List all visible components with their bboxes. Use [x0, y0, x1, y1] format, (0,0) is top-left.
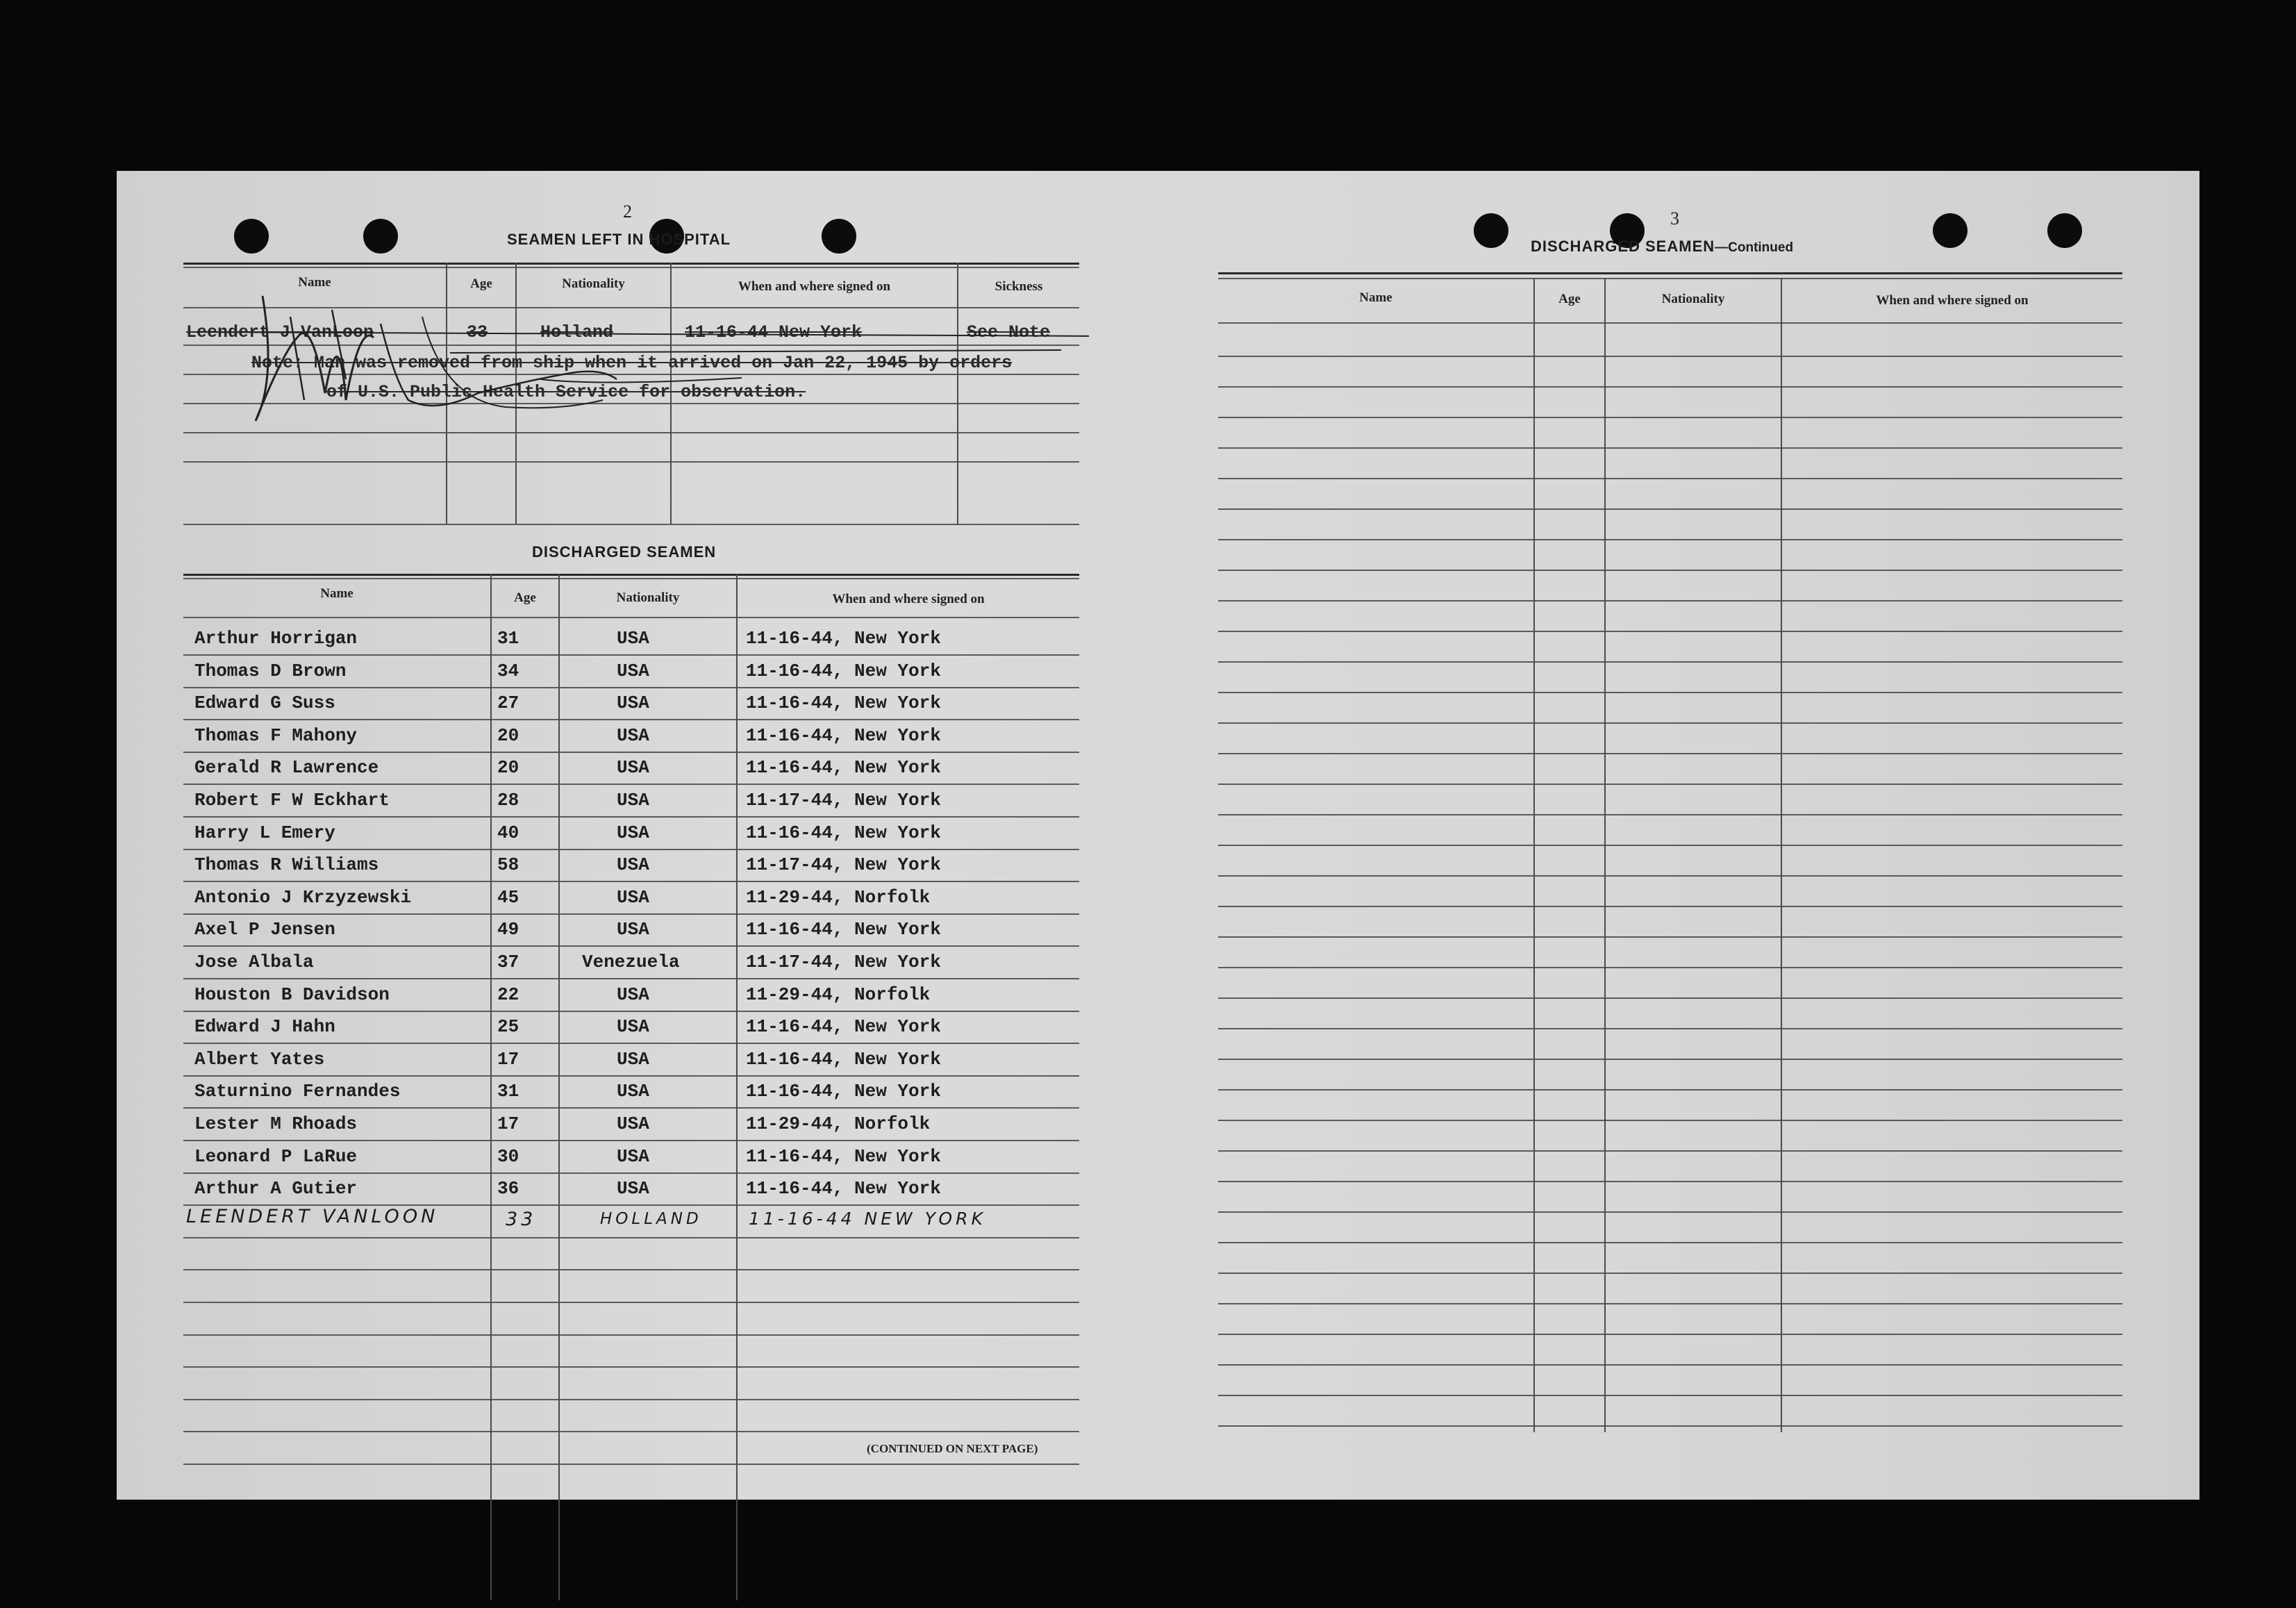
- punch-hole: [2047, 213, 2082, 248]
- discharged-cell-nationality: USA: [617, 854, 649, 876]
- hospital-header-rule: [183, 307, 1079, 308]
- right-blank-rule: [1218, 1028, 2122, 1029]
- discharged-cell-age: 28: [497, 790, 519, 811]
- discharged-cell-name: Harry L Emery: [194, 822, 335, 843]
- handwritten-row-signed-on: 11-16-44 NEW YORK: [749, 1209, 986, 1229]
- right-blank-rule: [1218, 478, 2122, 479]
- discharged-cell-signed-on: 11-16-44, New York: [746, 1081, 941, 1102]
- right-section-title: [1531, 238, 1793, 256]
- punch-hole: [234, 219, 269, 254]
- right-blank-rule: [1218, 570, 2122, 571]
- right-blank-rule: [1218, 692, 2122, 693]
- discharged-cell-signed-on: 11-17-44, New York: [746, 952, 941, 972]
- hospital-row-rule: [183, 374, 1079, 375]
- discharged-cell-nationality: USA: [617, 1081, 649, 1102]
- discharged-cell-signed-on: 11-29-44, Norfolk: [746, 984, 931, 1005]
- hospital-row-nationality: Holland: [540, 322, 614, 342]
- discharged-cell-name: Edward G Suss: [194, 693, 335, 714]
- discharged-cell-nationality: USA: [617, 693, 649, 714]
- discharged-row-rule: [183, 849, 1079, 850]
- right-blank-rule: [1218, 1364, 2122, 1366]
- discharged-cell-age: 34: [497, 660, 519, 681]
- document-paper: [117, 171, 2199, 1500]
- discharged-row-rule: [183, 687, 1079, 688]
- discharged-cell-age: 37: [497, 952, 519, 972]
- discharged-blank-rule: [183, 1334, 1079, 1336]
- discharged-cell-age: 40: [497, 822, 519, 843]
- discharged-cell-name: Arthur A Gutier: [194, 1178, 358, 1200]
- discharged-cell-age: 31: [497, 1081, 519, 1102]
- discharged-cell-nationality: USA: [617, 822, 649, 843]
- discharged-blank-rule: [183, 1237, 1079, 1238]
- discharged-cell-age: 30: [497, 1145, 519, 1167]
- discharged-cell-age: 20: [497, 724, 519, 746]
- right-blank-rule: [1218, 386, 2122, 388]
- discharged-cell-signed-on: 11-16-44, New York: [746, 1048, 941, 1070]
- discharged-cell-name: Thomas F Mahony: [194, 724, 358, 746]
- right-header-rule: [1218, 322, 2122, 324]
- discharged-cell-name: Albert Yates: [194, 1048, 325, 1070]
- right-blank-rule: [1218, 936, 2122, 938]
- right-blank-rule: [1218, 1273, 2122, 1274]
- discharged-cell-signed-on: 11-16-44, New York: [746, 1016, 941, 1038]
- discharged-col-divider: [558, 574, 560, 1600]
- hospital-table-top-rule: [183, 263, 1079, 265]
- discharged-col-divider: [490, 574, 492, 1600]
- punch-hole: [822, 219, 856, 254]
- right-col-divider: [1533, 278, 1535, 1432]
- discharged-cell-name: Houston B Davidson: [194, 984, 390, 1005]
- discharged-col-divider: [736, 574, 738, 1600]
- discharged-cell-age: 36: [497, 1178, 519, 1200]
- discharged-row-rule: [183, 1011, 1079, 1012]
- hospital-row-rule: [183, 461, 1079, 463]
- discharged-row-rule: [183, 978, 1079, 979]
- discharged-cell-age: 58: [497, 854, 519, 876]
- punch-hole: [1933, 213, 1968, 248]
- hospital-row-age: 33: [467, 322, 488, 342]
- discharged-cell-name: Jose Albala: [194, 952, 314, 972]
- hospital-row-rule: [183, 345, 1079, 346]
- punch-hole: [363, 219, 398, 254]
- right-blank-rule: [1218, 417, 2122, 418]
- discharged-header-rule: [183, 617, 1079, 618]
- cancellation-scribble: [117, 171, 1089, 463]
- discharged-cell-signed-on: 11-16-44, New York: [746, 1145, 941, 1167]
- right-title-suffix: —Continued: [1715, 240, 1794, 255]
- right-col-divider: [1781, 278, 1782, 1432]
- hospital-note-line-1: Note: Man was removed from ship when it arrived on Jan 22, 1945 by orders: [251, 353, 1013, 373]
- hospital-row-rule: [183, 432, 1079, 433]
- discharged-header-name: Name: [320, 586, 353, 601]
- discharged-cell-nationality: USA: [617, 1145, 649, 1167]
- hospital-section-title: SEAMEN LEFT IN HOSPITAL: [507, 231, 731, 248]
- right-header-name: Name: [1359, 290, 1392, 305]
- hospital-table-top-rule-2: [183, 267, 1079, 268]
- discharged-cell-nationality: USA: [617, 790, 649, 811]
- discharged-cell-name: Antonio J Krzyzewski: [194, 886, 412, 908]
- hospital-row-rule: [183, 403, 1079, 404]
- discharged-cell-name: Axel P Jensen: [194, 919, 335, 940]
- right-blank-rule: [1218, 447, 2122, 449]
- right-blank-rule: [1218, 661, 2122, 663]
- right-blank-rule: [1218, 1120, 2122, 1121]
- handwritten-row-age: 33: [506, 1209, 537, 1230]
- discharged-cell-name: Robert F W Eckhart: [194, 790, 390, 811]
- discharged-cell-signed-on: 11-16-44, New York: [746, 822, 941, 843]
- discharged-row-rule: [183, 1140, 1079, 1141]
- discharged-row-rule: [183, 1075, 1079, 1077]
- discharged-cell-nationality: USA: [617, 1113, 649, 1134]
- discharged-cell-age: 17: [497, 1048, 519, 1070]
- discharged-cell-nationality: USA: [617, 919, 649, 940]
- discharged-row-rule: [183, 719, 1079, 720]
- discharged-cell-nationality: USA: [617, 886, 649, 908]
- discharged-cell-nationality: USA: [617, 660, 649, 681]
- discharged-cell-nationality: USA: [617, 984, 649, 1005]
- discharged-header-nationality: Nationality: [616, 590, 680, 605]
- discharged-cell-nationality: USA: [617, 1178, 649, 1200]
- discharged-cell-age: 49: [497, 919, 519, 940]
- right-blank-rule: [1218, 1181, 2122, 1182]
- discharged-cell-name: Thomas D Brown: [194, 660, 347, 681]
- right-blank-rule: [1218, 600, 2122, 602]
- discharged-blank-rule: [183, 1269, 1079, 1270]
- discharged-cell-name: Arthur Horrigan: [194, 628, 358, 649]
- right-blank-rule: [1218, 997, 2122, 999]
- right-blank-rule: [1218, 875, 2122, 877]
- right-blank-rule: [1218, 1059, 2122, 1060]
- right-blank-rule: [1218, 1211, 2122, 1213]
- hospital-header-sickness: Sickness: [995, 279, 1043, 294]
- handwritten-row-name: LEENDERT VANLOON: [186, 1206, 439, 1227]
- discharged-blank-rule: [183, 1366, 1079, 1368]
- right-blank-rule: [1218, 356, 2122, 357]
- discharged-table-top-rule-2: [183, 578, 1079, 579]
- discharged-cell-name: Thomas R Williams: [194, 854, 379, 876]
- discharged-cell-age: 20: [497, 757, 519, 779]
- right-blank-rule: [1218, 845, 2122, 846]
- discharged-row-rule: [183, 913, 1079, 915]
- discharged-cell-nationality: USA: [617, 724, 649, 746]
- discharged-cell-age: 31: [497, 628, 519, 649]
- hospital-header-name: Name: [298, 275, 331, 290]
- discharged-cell-name: Lester M Rhoads: [194, 1113, 358, 1134]
- discharged-cell-name: Gerald R Lawrence: [194, 757, 379, 779]
- discharged-cell-age: 17: [497, 1113, 519, 1134]
- discharged-cell-age: 45: [497, 886, 519, 908]
- discharged-header-age: Age: [514, 590, 536, 605]
- right-blank-rule: [1218, 814, 2122, 815]
- right-header-age: Age: [1558, 292, 1581, 306]
- discharged-cell-nationality: USA: [617, 628, 649, 649]
- right-blank-rule: [1218, 967, 2122, 968]
- discharged-row-rule: [183, 752, 1079, 753]
- discharged-table-top-rule: [183, 574, 1079, 576]
- discharged-cell-nationality: USA: [617, 1048, 649, 1070]
- right-title-main: DISCHARGED SEAMEN: [1531, 238, 1715, 255]
- discharged-blank-rule: [183, 1464, 1079, 1465]
- discharged-header-signed-on: When and where signed on: [832, 592, 985, 606]
- right-table-top-rule: [1218, 272, 2122, 274]
- discharged-cell-signed-on: 11-29-44, Norfolk: [746, 1113, 931, 1134]
- discharged-row-rule: [183, 816, 1079, 818]
- discharged-blank-rule: [183, 1399, 1079, 1400]
- discharged-cell-signed-on: 11-16-44, New York: [746, 724, 941, 746]
- discharged-row-rule: [183, 1043, 1079, 1044]
- hospital-row-sickness: See Note: [967, 322, 1051, 342]
- discharged-cell-name: Leonard P LaRue: [194, 1145, 358, 1167]
- discharged-blank-rule: [183, 1302, 1079, 1303]
- continued-footer: (CONTINUED ON NEXT PAGE): [867, 1442, 1038, 1455]
- discharged-cell-nationality: USA: [617, 757, 649, 779]
- discharged-cell-signed-on: 11-16-44, New York: [746, 628, 941, 649]
- right-blank-rule: [1218, 631, 2122, 632]
- right-blank-rule: [1218, 1242, 2122, 1243]
- hospital-row-signed-on: 11-16-44 New York: [685, 322, 863, 342]
- discharged-cell-age: 27: [497, 693, 519, 714]
- discharged-cell-nationality: Venezuela: [582, 952, 680, 972]
- right-blank-rule: [1218, 1334, 2122, 1335]
- discharged-cell-signed-on: 11-16-44, New York: [746, 1178, 941, 1200]
- right-blank-rule: [1218, 1425, 2122, 1427]
- discharged-cell-signed-on: 11-17-44, New York: [746, 790, 941, 811]
- discharged-cell-signed-on: 11-29-44, Norfolk: [746, 886, 931, 908]
- right-blank-rule: [1218, 1150, 2122, 1152]
- discharged-cell-age: 25: [497, 1016, 519, 1038]
- discharged-cell-name: Saturnino Fernandes: [194, 1081, 401, 1102]
- discharged-cell-signed-on: 11-17-44, New York: [746, 854, 941, 876]
- right-blank-rule: [1218, 1089, 2122, 1091]
- hospital-header-age: Age: [470, 276, 492, 291]
- right-blank-rule: [1218, 508, 2122, 510]
- right-blank-rule: [1218, 1395, 2122, 1396]
- page-number-left: 2: [623, 201, 632, 222]
- right-col-divider: [1604, 278, 1606, 1432]
- handwritten-row-nationality: HOLLAND: [600, 1210, 702, 1228]
- discharged-cell-signed-on: 11-16-44, New York: [746, 919, 941, 940]
- discharged-cell-signed-on: 11-16-44, New York: [746, 660, 941, 681]
- hospital-table-bottom-rule: [183, 524, 1079, 525]
- discharged-cell-nationality: USA: [617, 1016, 649, 1038]
- right-blank-rule: [1218, 539, 2122, 540]
- discharged-cell-age: 22: [497, 984, 519, 1005]
- hospital-row-name: Leendert J VanLoon: [186, 322, 374, 342]
- discharged-row-rule: [183, 881, 1079, 882]
- discharged-row-rule: [183, 1172, 1079, 1174]
- discharged-blank-rule: [183, 1431, 1079, 1432]
- hospital-col-divider: [957, 263, 958, 524]
- discharged-cell-signed-on: 11-16-44, New York: [746, 757, 941, 779]
- discharged-row-rule: [183, 945, 1079, 947]
- right-blank-rule: [1218, 722, 2122, 724]
- right-blank-rule: [1218, 1303, 2122, 1304]
- punch-hole: [1474, 213, 1508, 248]
- discharged-cell-signed-on: 11-16-44, New York: [746, 693, 941, 714]
- right-blank-rule: [1218, 753, 2122, 754]
- right-header-nationality: Nationality: [1661, 292, 1725, 306]
- right-table-top-rule-2: [1218, 278, 2122, 279]
- hospital-header-nationality: Nationality: [562, 276, 625, 291]
- page-number-right: 3: [1670, 208, 1679, 229]
- discharged-row-rule: [183, 784, 1079, 785]
- discharged-row-rule: [183, 654, 1079, 656]
- discharged-cell-name: Edward J Hahn: [194, 1016, 335, 1038]
- right-blank-rule: [1218, 784, 2122, 785]
- right-blank-rule: [1218, 906, 2122, 907]
- discharged-row-rule: [183, 1107, 1079, 1109]
- discharged-section-title: DISCHARGED SEAMEN: [532, 543, 717, 561]
- hospital-header-signed-on: When and where signed on: [738, 279, 891, 294]
- right-header-signed-on: When and where signed on: [1876, 293, 2029, 308]
- hospital-note-line-2: of U.S. Public Health Service for observation.: [326, 382, 806, 402]
